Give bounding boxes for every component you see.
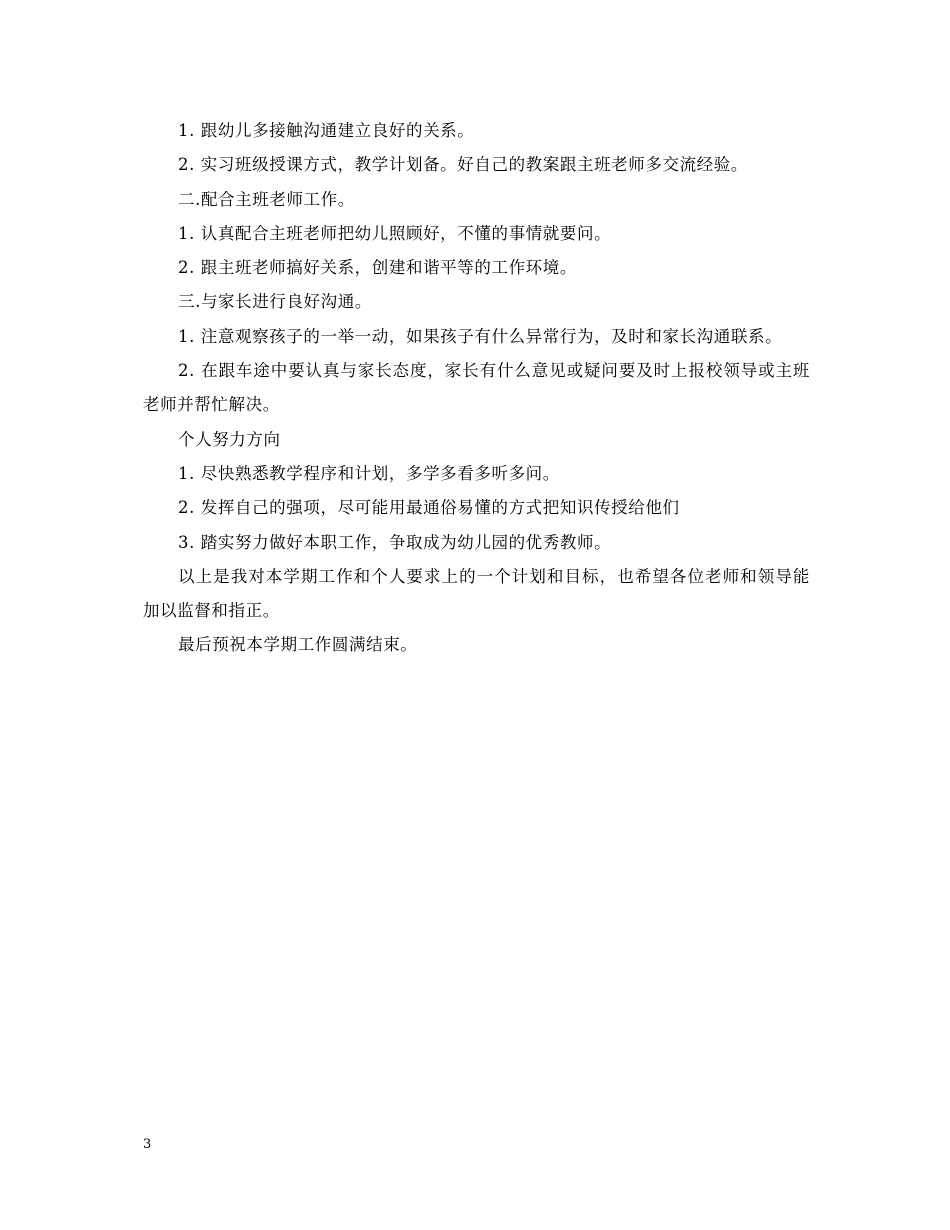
paragraph-13: 以上是我对本学期工作和个人要求上的一个计划和目标，也希望各位老师和领导能加以监督和指正。 (143, 566, 810, 621)
paragraph-5: 2. 跟主班老师搞好关系，创建和谐平等的工作环境。 (178, 258, 577, 278)
paragraph-7: 1. 注意观察孩子的一举一动，如果孩子有什么异常行为，及时和家长沟通联系。 (178, 326, 783, 346)
paragraph-10: 1. 尽快熟悉教学程序和计划，多学多看多听多问。 (178, 463, 560, 483)
page-number: 3 (143, 1137, 152, 1152)
paragraph-12: 3. 踏实努力做好本职工作，争取成为幼儿园的优秀教师。 (178, 532, 612, 552)
paragraph-14: 最后预祝本学期工作圆满结束。 (178, 635, 418, 655)
section-heading-3: 三.与家长进行良好沟通。 (178, 292, 372, 312)
section-heading-2: 二.配合主班老师工作。 (178, 189, 355, 209)
document-body (143, 114, 810, 663)
paragraph-2: 2. 实习班级授课方式，教学计划备。好自己的教案跟主班老师多交流经验。 (178, 155, 748, 175)
paragraph-11: 2. 发挥自己的强项，尽可能用最通俗易懂的方式把知识传授给他们 (178, 498, 680, 518)
paragraph-4: 1. 认真配合主班老师把幼儿照顾好，不懂的事情就要问。 (178, 223, 612, 243)
paragraph-8: 2. 在跟车途中要认真与家长态度，家长有什么意见或疑问要及时上报校领导或主班老师并帮忙解决。 (143, 361, 810, 415)
section-heading-personal: 个人努力方向 (178, 429, 281, 449)
paragraph-1: 1. 跟幼儿多接触沟通建立良好的关系。 (178, 121, 475, 140)
